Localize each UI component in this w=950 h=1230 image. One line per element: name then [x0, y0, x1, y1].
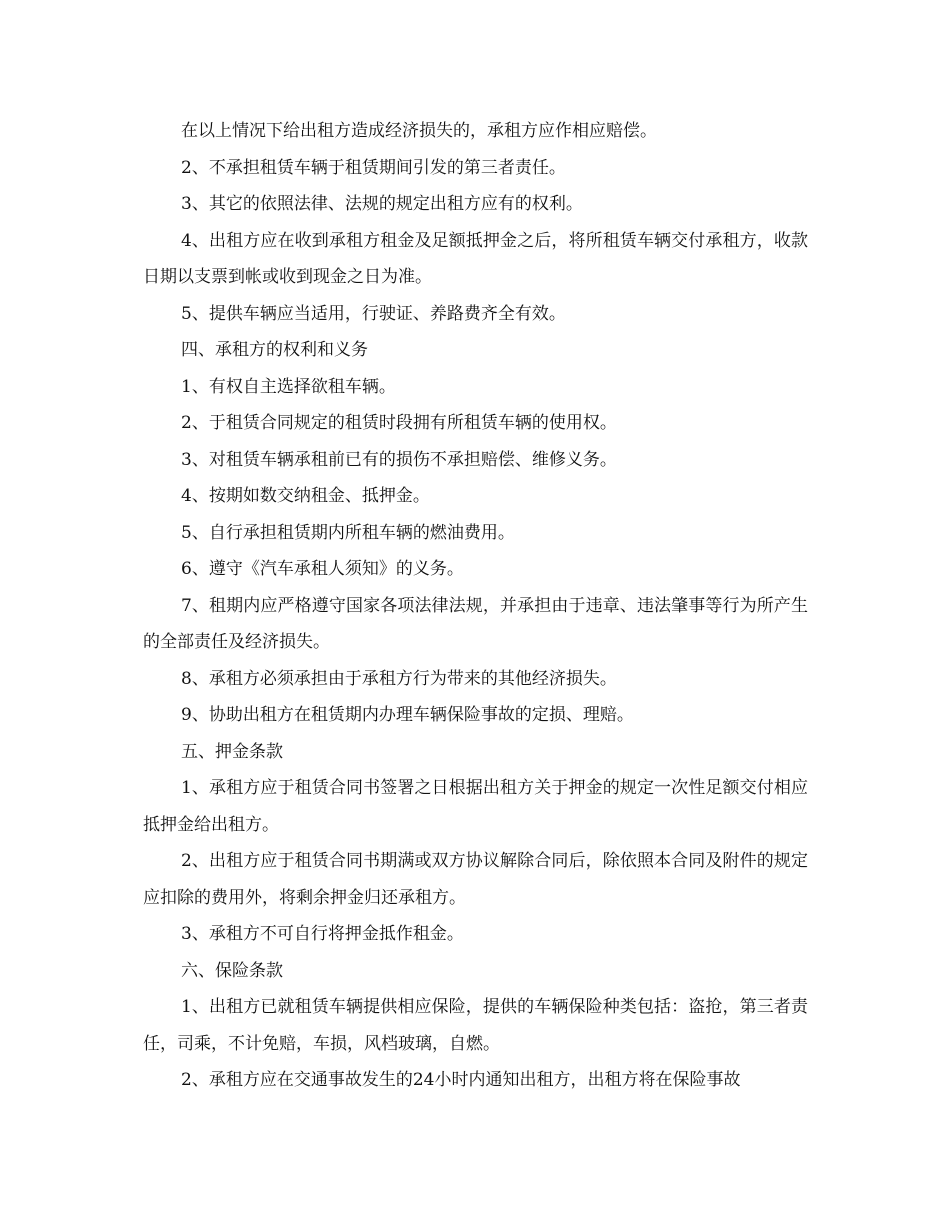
- section-heading-lessee-rights: 四、承租方的权利和义务: [181, 340, 368, 360]
- paragraph-lessor-vehicle-valid: 5、提供车辆应当适用，行驶证、养路费齐全有效。: [181, 303, 566, 324]
- section-heading-deposit: 五、押金条款: [181, 741, 283, 762]
- document-body: [143, 113, 808, 1099]
- paragraph-lessor-delivery: 4、出租方应在收到承租方租金及足额抵押金之后，将所租赁车辆交付承租方，收款日期以支票到帐或收到现金之日为准。: [143, 230, 808, 287]
- paragraph-loss-compensation: 在以上情况下给出租方造成经济损失的，承租方应作相应赔偿。: [181, 121, 657, 141]
- paragraph-lessor-other-rights: 3、其它的依照法律、法规的规定出租方应有的权利。: [181, 194, 583, 214]
- paragraph-lessee-notice: 6、遵守《汽车承租人须知》的义务。: [181, 559, 464, 579]
- paragraph-lessee-prior-damage: 3、对租赁车辆承租前已有的损伤不承担赔偿、维修义务。: [181, 449, 617, 470]
- paragraph-lessee-choose: 1、有权自主选择欲租车辆。: [181, 376, 396, 397]
- paragraph-lessee-insurance-assist: 9、协助出租方在租赁期内办理车辆保险事故的定损、理赔。: [181, 705, 634, 725]
- paragraph-insurance-notify: 2、承租方应在交通事故发生的24小时内通知出租方，出租方将在保险事故: [181, 1070, 741, 1090]
- paragraph-lessor-third-party: 2、不承担租赁车辆于租赁期间引发的第三者责任。: [181, 157, 566, 178]
- paragraph-lessee-pay: 4、按期如数交纳租金、抵押金。: [181, 486, 430, 506]
- paragraph-deposit-not-rent: 3、承租方不可自行将押金抵作租金。: [181, 924, 464, 944]
- paragraph-lessee-fuel: 5、自行承担租赁期内所租车辆的燃油费用。: [181, 522, 515, 543]
- paragraph-deposit-return: 2、出租方应于租赁合同书期满或双方协议解除合同后，除依照本合同及附件的规定应扣除的费用外，将剩余押金归还承租方。: [143, 851, 808, 908]
- paragraph-deposit-pay: 1、承租方应于租赁合同书签署之日根据出租方关于押金的规定一次性足额交付相应抵押金给出租方。: [143, 778, 808, 835]
- section-heading-insurance: 六、保险条款: [181, 960, 283, 981]
- paragraph-lessee-laws: 7、租期内应严格遵守国家各项法律法规，并承担由于违章、违法肇事等行为所产生的全部责任及经济损失。: [143, 595, 808, 652]
- paragraph-insurance-types: 1、出租方已就租赁车辆提供相应保险，提供的车辆保险种类包括：盗抢，第三者责任，司乘，不计免赔，车损，风档玻璃，自燃。: [143, 997, 808, 1054]
- paragraph-lessee-use-right: 2、于租赁合同规定的租赁时段拥有所租赁车辆的使用权。: [181, 413, 617, 433]
- paragraph-lessee-other-loss: 8、承租方必须承担由于承租方行为带来的其他经济损失。: [181, 668, 617, 689]
